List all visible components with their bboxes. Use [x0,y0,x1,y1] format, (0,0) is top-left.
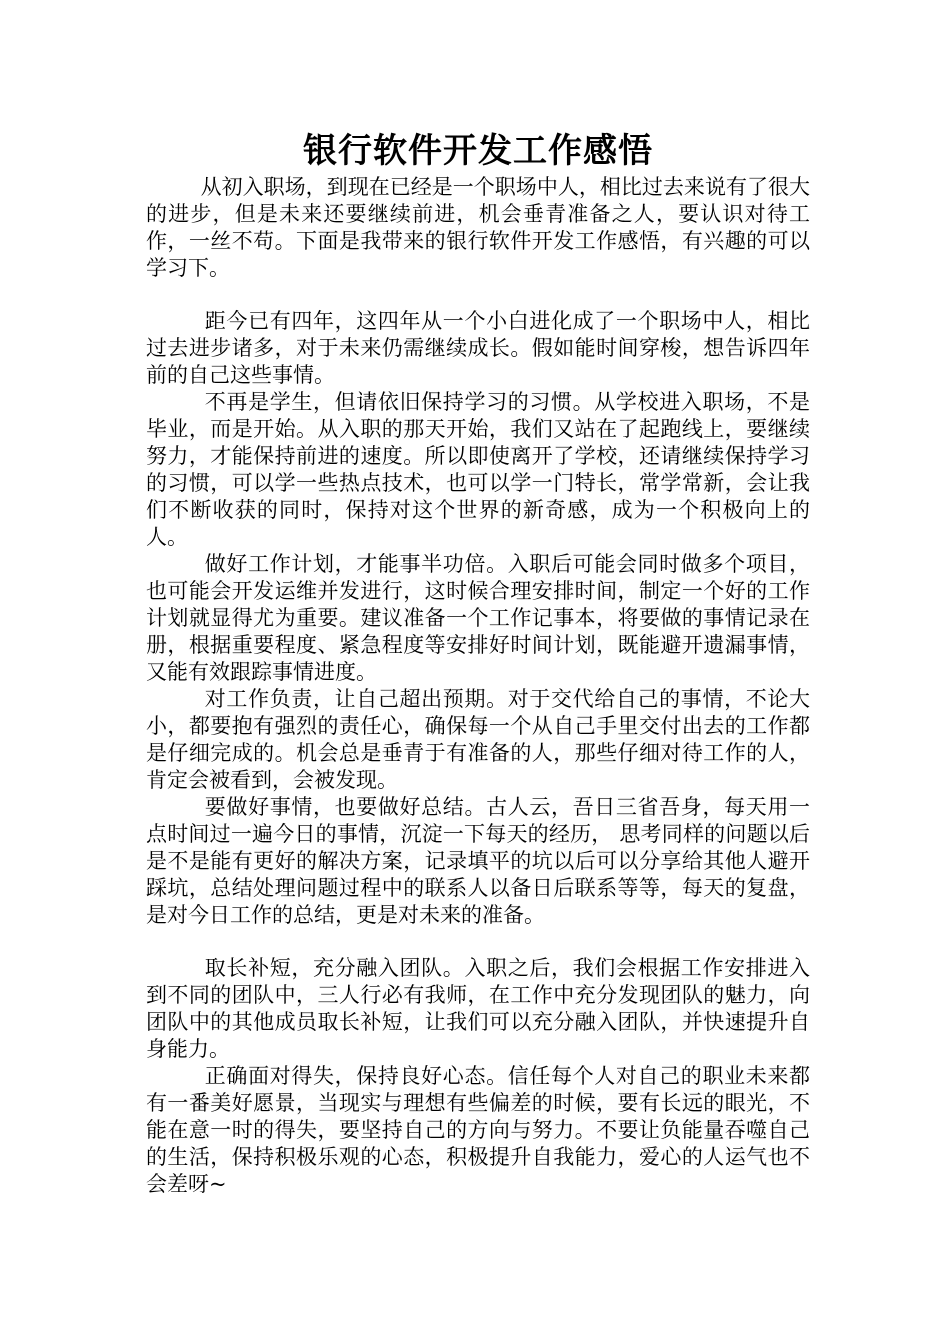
document-body [146,128,810,1198]
paragraph-four-years: 距今已有四年，这四年从一个小白进化成了一个职场中人，相比过去进步诸多，对于未来仍需继续成长。假如能时间穿梭，想告诉四年前的自己这些事情。 [146,309,810,387]
paragraph-spacer [146,282,810,308]
paragraph-summary: 要做好事情，也要做好总结。古人云，吾日三省吾身，每天用一点时间过一遍今日的事情，沉淀一下每天的经历， 思考同样的问题以后是不是能有更好的解决方案，记录填平的坑以后可以分享给其他人避开踩坑，总结处理问题过程中的联系人以备日后联系等等，每天的复盘，是对今日工作的总结，更是对未来的准备。 [146,795,810,927]
paragraph-intro: 从初入职场，到现在已经是一个职场中人，相比过去来说有了很大的进步，但是未来还要继续前进，机会垂青准备之人，要认识对待工作，一丝不苟。下面是我带来的银行软件开发工作感悟，有兴趣的可以学习下。 [146,175,810,280]
document-title: 银行软件开发工作感悟 [303,131,653,171]
paragraph-work-plan: 做好工作计划，才能事半功倍。入职后可能会同时做多个项目，也可能会开发运维并发进行，这时候合理安排时间，制定一个好的工作计划就显得尤为重要。建议准备一个工作记事本，将要做的事情记录在册，根据重要程度、紧急程度等安排好时间计划，既能避开遗漏事情，又能有效跟踪事情进度。 [146,552,810,684]
paragraph-mindset: 正确面对得失，保持良好心态。信任每个人对自己的职业未来都有一番美好愿景，当现实与理想有些偏差的时候，要有长远的眼光，不能在意一时的得失，要坚持自己的方向与努力。不要让负能量吞噬自己的生活，保持积极乐观的心态，积极提升自我能力，爱心的人运气也不会差呀~ [146,1064,810,1196]
paragraph-keep-learning: 不再是学生，但请依旧保持学习的习惯。从学校进入职场，不是毕业，而是开始。从入职的那天开始，我们又站在了起跑线上，要继续努力，才能保持前进的速度。所以即使离开了学校，还请继续保持学习的习惯，可以学一些热点技术，也可以学一门特长，常学常新，会让我们不断收获的同时，保持对这个世界的新奇感，成为一个积极向上的人。 [146,390,810,549]
paragraph-spacer [146,929,810,955]
paragraph-team: 取长补短，充分融入团队。入职之后，我们会根据工作安排进入到不同的团队中，三人行必有我师，在工作中充分发现团队的魅力，向团队中的其他成员取长补短，让我们可以充分融入团队，并快速提升自身能力。 [146,956,810,1061]
paragraph-responsibility: 对工作负责，让自己超出预期。对于交代给自己的事情，不论大小，都要抱有强烈的责任心，确保每一个从自己手里交付出去的工作都是仔细完成的。机会总是垂青于有准备的人，那些仔细对待工作的人，肯定会被看到，会被发现。 [146,687,810,792]
